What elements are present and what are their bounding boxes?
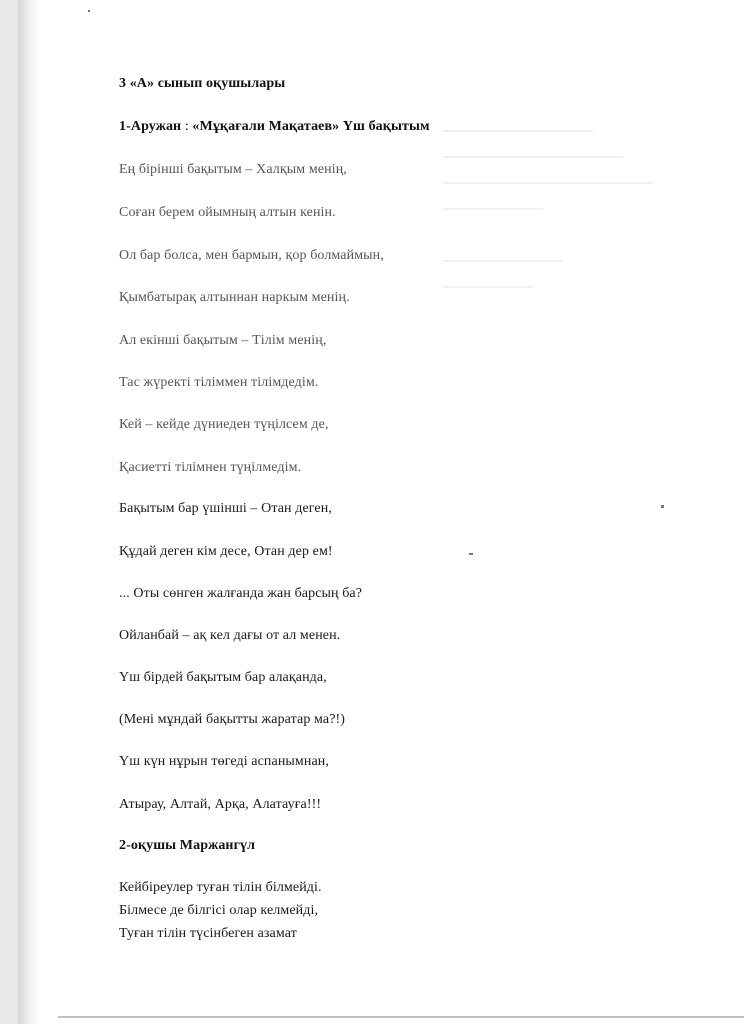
poem1-line: Қымбатырақ алтыннан наркым менің. xyxy=(119,290,350,305)
class-heading: 3 «А» сынып оқушылары xyxy=(119,76,286,91)
poem1-line: Ал екінші бақытым – Тілім менің, xyxy=(119,333,327,348)
poem2-line: Кейбіреулер туған тілін білмейді. xyxy=(119,880,322,895)
poem1-line: Үш бірдей бақытым бар алақанда, xyxy=(119,670,327,685)
poem1-line: Соған берем ойымның алтын кенін. xyxy=(119,205,336,220)
poem1-line: Бақытым бар үшінші – Отан деген, xyxy=(119,501,332,516)
student1-name: 1-Аружан xyxy=(119,119,182,134)
poem2-line: Туған тілін түсінбеген азамат xyxy=(119,926,297,941)
page-bottom-edge xyxy=(58,1016,744,1018)
student1-separator: : xyxy=(181,119,193,134)
student2-heading: 2-оқушы Маржангүл xyxy=(119,838,256,853)
poem1-line: Ойланбай – ақ кел дағы от ал менен. xyxy=(119,628,341,643)
poem1-line: Кей – кейде дүниеден түңілсем де, xyxy=(119,417,329,432)
poem1-line: Тас жүректі тіліммен тілімдедім. xyxy=(119,375,319,390)
document-page xyxy=(18,0,744,1024)
poem1-line: Ол бар болса, мен бармын, қор болмаймын, xyxy=(119,248,384,263)
page-edge-shadow xyxy=(18,0,40,1024)
poem1-line: Атырау, Алтай, Арқа, Алатауға!!! xyxy=(119,797,322,812)
poem1-line: ... Оты сөнген жалғанда жан барсың ба? xyxy=(119,586,363,601)
poem1-line: (Мені мұндай бақытты жаратар ма?!) xyxy=(119,712,346,727)
scan-speck xyxy=(88,10,90,12)
poem1-line: Ең бірінші бақытым – Халқым менің, xyxy=(119,162,347,177)
poem1-line: Үш күн нұрын төгеді аспанымнан, xyxy=(119,754,329,769)
scan-speck xyxy=(469,553,473,555)
poem2-line: Білмесе де білгісі олар келмейді, xyxy=(119,903,319,918)
poem1-line: Қасиетті тілімнен түңілмедім. xyxy=(119,460,302,475)
student1-heading xyxy=(119,119,430,135)
scan-speck xyxy=(661,505,664,508)
bleed-through-marks xyxy=(443,120,653,302)
poem1-line: Құдай деген кім десе, Отан дер ем! xyxy=(119,544,333,559)
student1-poem-title: «Мұқағали Мақатаев» Үш бақытым xyxy=(192,119,430,134)
